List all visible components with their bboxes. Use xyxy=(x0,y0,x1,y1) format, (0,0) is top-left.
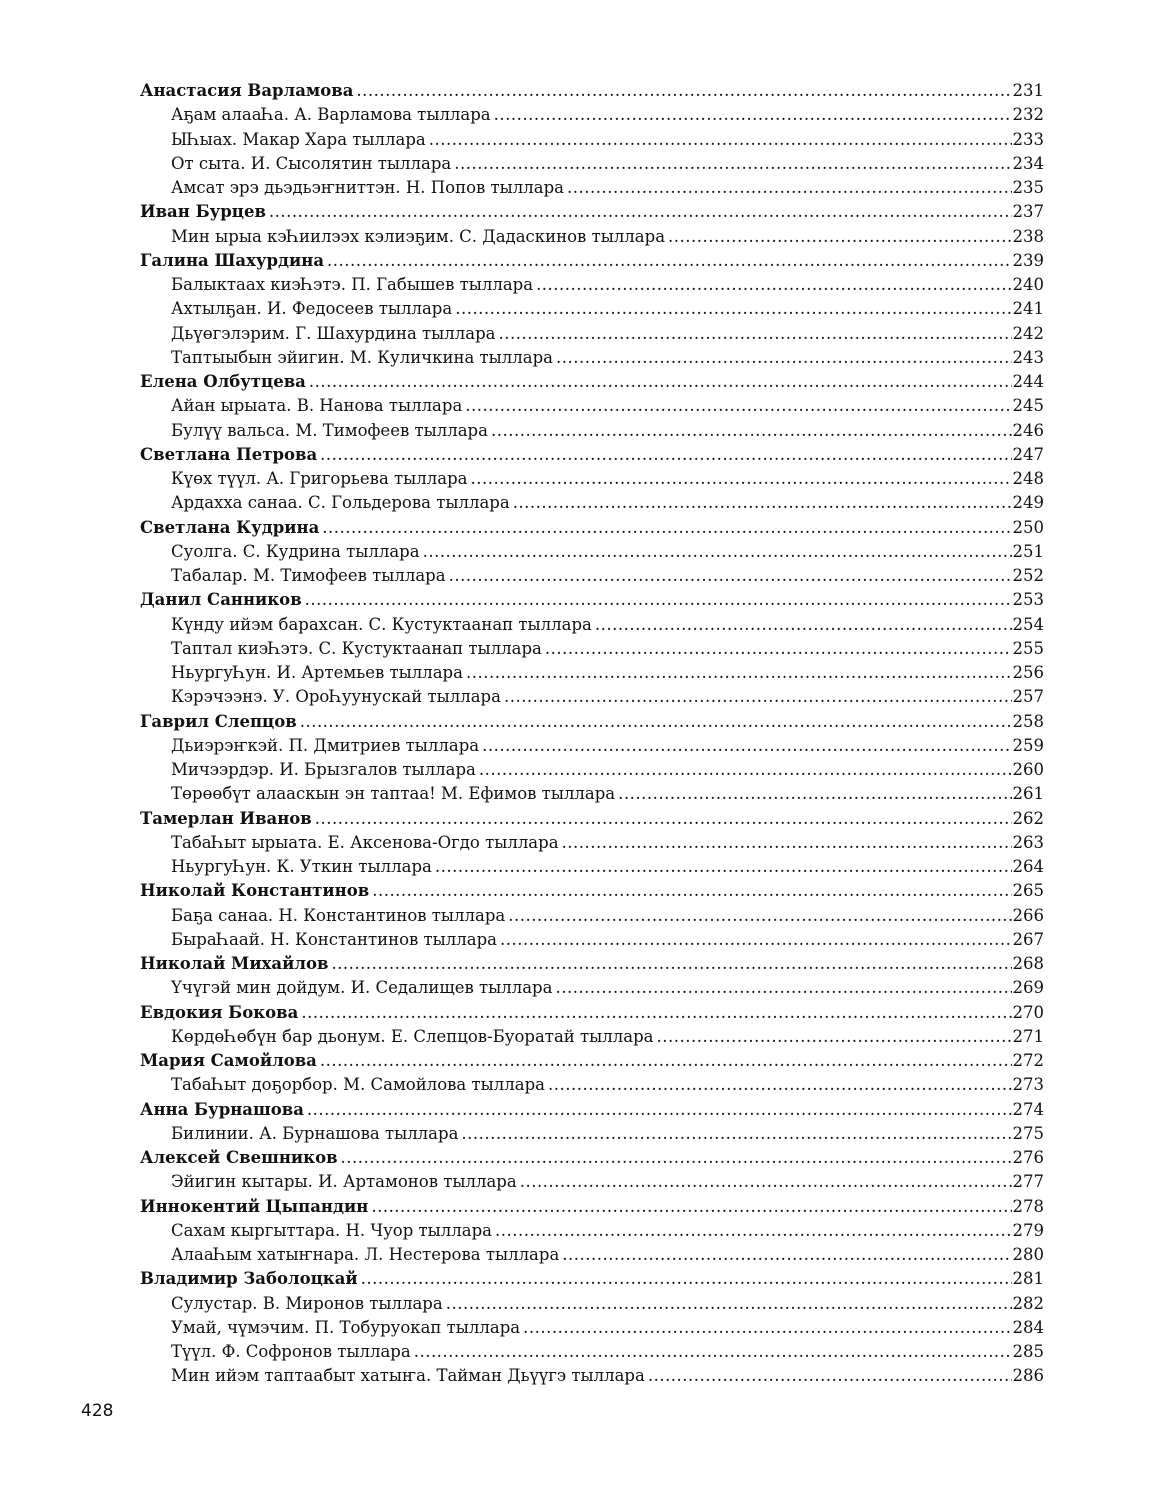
poem-title: От сыта. И. Сысолятин тыллара xyxy=(171,153,452,173)
poem-title: Төрөөбүт алааскын эн таптаа! М. Ефимов тыллара xyxy=(171,784,616,804)
dot-leader xyxy=(545,637,1012,661)
dot-leader xyxy=(513,491,1012,515)
poem-title: Дьүөгэлэрим. Г. Шахурдина тыллара xyxy=(171,323,496,343)
dot-leader xyxy=(648,1364,1012,1388)
toc-author-entry xyxy=(140,443,1044,467)
dot-leader xyxy=(495,1219,1012,1243)
poem-title: Таптал киэҺэтэ. С. Кустуктаанап тыллара xyxy=(171,638,542,658)
page-ref: 258 xyxy=(1012,711,1044,731)
page-ref: 246 xyxy=(1012,420,1044,440)
page-ref: 269 xyxy=(1012,978,1044,998)
dot-leader xyxy=(555,976,1011,1000)
toc-poem-entry xyxy=(140,661,1044,685)
toc-poem-entry xyxy=(140,1364,1044,1388)
toc-poem-entry xyxy=(140,855,1044,879)
poem-title: БыраҺаай. Н. Константинов тыллара xyxy=(171,929,498,949)
page-ref: 260 xyxy=(1012,760,1044,779)
page-ref: 266 xyxy=(1012,905,1044,925)
toc-poem-entry xyxy=(140,1122,1044,1146)
author-name: Светлана Петрова xyxy=(140,444,318,464)
dot-leader xyxy=(618,782,1011,806)
poem-title: Балыктаах киэҺэтэ. П. Габышев тыллара xyxy=(171,275,534,294)
dot-leader xyxy=(320,1049,1012,1073)
page-ref: 271 xyxy=(1012,1026,1044,1046)
dot-leader xyxy=(466,661,1012,685)
toc-poem-entry xyxy=(140,128,1044,152)
page-ref: 282 xyxy=(1012,1293,1044,1313)
author-name: Данил Санников xyxy=(140,590,302,610)
page-ref: 237 xyxy=(1012,202,1044,222)
page-ref: 277 xyxy=(1012,1172,1044,1192)
author-name: Светлана Кудрина xyxy=(140,517,320,537)
toc-poem-entry xyxy=(140,1219,1044,1243)
page-ref: 243 xyxy=(1012,347,1044,367)
toc-author-entry xyxy=(140,370,1044,394)
toc-poem-entry xyxy=(140,152,1044,176)
page-ref: 275 xyxy=(1012,1123,1044,1143)
page-ref: 274 xyxy=(1012,1099,1044,1119)
toc-author-entry xyxy=(140,1146,1044,1170)
page-ref: 264 xyxy=(1012,857,1044,876)
page-ref: 248 xyxy=(1012,469,1044,488)
dot-leader xyxy=(465,394,1011,418)
toc-poem-entry xyxy=(140,394,1044,418)
dot-leader xyxy=(491,419,1012,443)
dot-leader xyxy=(341,1146,1012,1170)
dot-leader xyxy=(305,588,1012,612)
page-ref: 242 xyxy=(1012,323,1044,343)
toc-poem-entry xyxy=(140,467,1044,491)
dot-leader xyxy=(423,540,1012,564)
author-name: Анастасия Варламова xyxy=(140,81,354,100)
poem-title: АлааҺым хатыҥнара. Л. Нестерова тыллара xyxy=(171,1245,560,1264)
toc-poem-entry xyxy=(140,976,1044,1000)
poem-title: Сулустар. В. Миронов тыллара xyxy=(171,1293,443,1313)
dot-leader xyxy=(309,370,1012,394)
page-ref: 240 xyxy=(1012,275,1044,294)
page-ref: 231 xyxy=(1012,81,1044,100)
dot-leader xyxy=(429,128,1012,152)
page-ref: 238 xyxy=(1012,226,1044,246)
dot-leader xyxy=(301,1001,1011,1025)
poem-title: ТабаҺыт доҕорбор. М. Самойлова тыллара xyxy=(171,1075,545,1095)
dot-leader xyxy=(562,1243,1011,1267)
author-name: Евдокия Бокова xyxy=(140,1002,299,1022)
page-ref: 245 xyxy=(1012,396,1044,416)
page-ref: 278 xyxy=(1012,1196,1044,1216)
poem-title: Дьиэрэҥкэй. П. Дмитриев тыллара xyxy=(171,735,480,755)
toc-poem-entry xyxy=(140,103,1044,127)
dot-leader xyxy=(455,297,1011,321)
toc-author-entry xyxy=(140,952,1044,976)
dot-leader xyxy=(520,1170,1012,1194)
page-ref: 241 xyxy=(1012,299,1044,319)
poem-title: Айан ырыата. В. Нанова тыллара xyxy=(171,396,463,416)
author-name: Иннокентий Цыпандин xyxy=(140,1196,369,1216)
poem-title: НьургуҺун. И. Артемьев тыллара xyxy=(171,663,463,682)
poem-title: Күөх түүл. А. Григорьева тыллара xyxy=(171,469,468,488)
dot-leader xyxy=(269,200,1012,224)
dot-leader xyxy=(556,346,1011,370)
page-ref: 249 xyxy=(1012,493,1044,513)
dot-leader xyxy=(523,1316,1011,1340)
poem-title: Булүү вальса. М. Тимофеев тыллара xyxy=(171,420,488,440)
dot-leader xyxy=(327,249,1011,273)
author-name: Владимир Заболоцкай xyxy=(140,1269,358,1289)
poem-title: Түүл. Ф. Софронов тыллара xyxy=(171,1342,411,1361)
page-ref: 232 xyxy=(1012,105,1044,125)
poem-title: Умай, чүмэчим. П. Тобуруокап тыллара xyxy=(171,1317,521,1337)
toc-poem-entry xyxy=(140,540,1044,564)
dot-leader xyxy=(435,855,1012,879)
dot-leader xyxy=(315,807,1012,831)
poem-title: НьургуҺун. К. Уткин тыллара xyxy=(171,857,432,876)
toc-poem-entry xyxy=(140,637,1044,661)
page-ref: 268 xyxy=(1012,954,1044,973)
page-ref: 273 xyxy=(1012,1075,1044,1095)
page-ref: 265 xyxy=(1012,881,1044,901)
author-name: Алексей Свешников xyxy=(140,1148,338,1167)
page-ref: 233 xyxy=(1012,129,1044,149)
dot-leader xyxy=(300,710,1012,734)
toc-poem-entry xyxy=(140,1025,1044,1049)
poem-title: Эйигин кытары. И. Артамонов тыллара xyxy=(171,1172,517,1192)
toc-poem-entry xyxy=(140,758,1044,782)
toc-author-entry xyxy=(140,588,1044,612)
toc-poem-entry xyxy=(140,225,1044,249)
page-ref: 284 xyxy=(1012,1317,1044,1337)
page-ref: 261 xyxy=(1012,784,1044,804)
author-name: Галина Шахурдина xyxy=(140,250,325,270)
page-ref: 279 xyxy=(1012,1220,1044,1240)
dot-leader xyxy=(361,1267,1012,1291)
toc-poem-entry xyxy=(140,297,1044,321)
page-ref: 262 xyxy=(1012,808,1044,828)
page-ref: 235 xyxy=(1012,178,1044,197)
page-ref: 254 xyxy=(1012,614,1044,634)
dot-leader xyxy=(595,613,1012,637)
poem-title: ТабаҺыт ырыата. Е. Аксенова-Огдо тыллара xyxy=(171,832,559,852)
author-name: Елена Олбутцева xyxy=(140,372,306,391)
page-ref: 251 xyxy=(1012,541,1044,561)
toc-poem-entry xyxy=(140,346,1044,370)
dot-leader xyxy=(449,564,1012,588)
table-of-contents xyxy=(140,79,1044,1389)
toc-poem-entry xyxy=(140,1243,1044,1267)
toc-poem-entry xyxy=(140,928,1044,952)
dot-leader xyxy=(656,1025,1011,1049)
page-ref: 250 xyxy=(1012,517,1044,537)
page-ref: 256 xyxy=(1012,663,1044,682)
dot-leader xyxy=(562,831,1012,855)
dot-leader xyxy=(371,1195,1011,1219)
dot-leader xyxy=(508,904,1011,928)
toc-poem-entry xyxy=(140,176,1044,200)
toc-author-entry xyxy=(140,1001,1044,1025)
toc-poem-entry xyxy=(140,491,1044,515)
author-name: Гаврил Слепцов xyxy=(140,711,297,731)
toc-poem-entry xyxy=(140,1340,1044,1364)
toc-author-entry xyxy=(140,1267,1044,1291)
toc-author-entry xyxy=(140,79,1044,103)
toc-poem-entry xyxy=(140,734,1044,758)
dot-leader xyxy=(414,1340,1012,1364)
page-ref: 255 xyxy=(1012,638,1044,658)
dot-leader xyxy=(322,516,1011,540)
dot-leader xyxy=(500,928,1011,952)
toc-poem-entry xyxy=(140,1292,1044,1316)
poem-title: Амсат эрэ дьэдьэҥниттэн. Н. Попов тыллара xyxy=(171,178,565,197)
toc-author-entry xyxy=(140,710,1044,734)
page-ref: 253 xyxy=(1012,590,1044,610)
dot-leader xyxy=(446,1292,1012,1316)
page-ref: 252 xyxy=(1012,566,1044,585)
toc-author-entry xyxy=(140,200,1044,224)
page-ref: 276 xyxy=(1012,1148,1044,1167)
page-ref: 280 xyxy=(1012,1245,1044,1264)
page-ref: 286 xyxy=(1012,1366,1044,1386)
page-ref: 257 xyxy=(1012,687,1044,707)
poem-title: Мин ийэм таптаабыт хатыҥа. Тайман Дьүүгэ тыллара xyxy=(171,1366,645,1386)
toc-poem-entry xyxy=(140,1073,1044,1097)
toc-poem-entry xyxy=(140,322,1044,346)
dot-leader xyxy=(331,952,1011,976)
page-ref: 263 xyxy=(1012,832,1044,852)
toc-poem-entry xyxy=(140,904,1044,928)
poem-title: Билинии. А. Бурнашова тыллара xyxy=(171,1123,459,1143)
page-ref: 272 xyxy=(1012,1051,1044,1070)
author-name: Мария Самойлова xyxy=(140,1051,317,1070)
dot-leader xyxy=(471,467,1012,491)
author-name: Иван Бурцев xyxy=(140,202,266,222)
poem-title: Кэрэчээнэ. У. ОроҺуунускай тыллара xyxy=(171,687,501,707)
page-ref: 247 xyxy=(1012,444,1044,464)
toc-author-entry xyxy=(140,1098,1044,1122)
page-ref: 270 xyxy=(1012,1002,1044,1022)
poem-title: Мин ырыа кэҺиилээх кэлиэҕим. С. Дадаскинов тыллара xyxy=(171,226,666,246)
page-ref: 244 xyxy=(1012,372,1044,391)
dot-leader xyxy=(307,1098,1012,1122)
poem-title: Күнду ийэм барахсан. С. Кустуктаанап тыллара xyxy=(171,614,592,634)
page-ref: 281 xyxy=(1012,1269,1044,1289)
toc-author-entry xyxy=(140,516,1044,540)
author-name: Анна Бурнашова xyxy=(140,1099,304,1119)
toc-poem-entry xyxy=(140,564,1044,588)
poem-title: Ардахха санаа. С. Гольдерова тыллара xyxy=(171,493,510,513)
toc-author-entry xyxy=(140,249,1044,273)
author-name: Николай Константинов xyxy=(140,881,370,901)
page-number: 428 xyxy=(81,1401,114,1421)
toc-poem-entry xyxy=(140,613,1044,637)
poem-title: Аҕам алааҺа. А. Варламова тыллара xyxy=(171,105,491,125)
toc-author-entry xyxy=(140,1049,1044,1073)
poem-title: Баҕа санаа. Н. Константинов тыллара xyxy=(171,905,506,925)
dot-leader xyxy=(461,1122,1011,1146)
poem-title: Мичээрдэр. И. Брызгалов тыллара xyxy=(171,760,476,779)
toc-author-entry xyxy=(140,1195,1044,1219)
dot-leader xyxy=(494,103,1012,127)
toc-poem-entry xyxy=(140,1316,1044,1340)
dot-leader xyxy=(668,225,1011,249)
poem-title: Табалар. М. Тимофеев тыллара xyxy=(171,566,446,585)
dot-leader xyxy=(320,443,1011,467)
dot-leader xyxy=(536,273,1011,297)
dot-leader xyxy=(356,79,1011,103)
dot-leader xyxy=(504,685,1012,709)
poem-title: Үчүгэй мин дойдум. И. Седалищев тыллара xyxy=(171,978,553,998)
poem-title: Суолга. С. Кудрина тыллара xyxy=(171,541,420,561)
page-ref: 234 xyxy=(1012,153,1044,173)
page-ref: 285 xyxy=(1012,1342,1044,1361)
toc-poem-entry xyxy=(140,831,1044,855)
toc-author-entry xyxy=(140,807,1044,831)
author-name: Николай Михайлов xyxy=(140,954,329,973)
page-ref: 267 xyxy=(1012,929,1044,949)
author-name: Тамерлан Иванов xyxy=(140,808,312,828)
dot-leader xyxy=(372,879,1011,903)
dot-leader xyxy=(454,152,1011,176)
page-ref: 259 xyxy=(1012,735,1044,755)
dot-leader xyxy=(567,176,1011,200)
toc-poem-entry xyxy=(140,782,1044,806)
dot-leader xyxy=(479,758,1012,782)
dot-leader xyxy=(499,322,1012,346)
toc-poem-entry xyxy=(140,1170,1044,1194)
toc-poem-entry xyxy=(140,273,1044,297)
toc-poem-entry xyxy=(140,419,1044,443)
poem-title: Ахтылҕан. И. Федосеев тыллара xyxy=(171,299,453,319)
page-ref: 239 xyxy=(1012,250,1044,270)
toc-poem-entry xyxy=(140,685,1044,709)
poem-title: Таптыыбын эйигин. М. Куличкина тыллара xyxy=(171,347,554,367)
toc-author-entry xyxy=(140,879,1044,903)
poem-title: КөрдөҺөбүн бар дьонум. Е. Слепцов-Буоратай тыллара xyxy=(171,1026,654,1046)
dot-leader xyxy=(548,1073,1012,1097)
poem-title: ЫҺыах. Макар Хара тыллара xyxy=(171,129,426,149)
dot-leader xyxy=(482,734,1011,758)
poem-title: Сахам кыргыттара. Н. Чуор тыллара xyxy=(171,1220,492,1240)
